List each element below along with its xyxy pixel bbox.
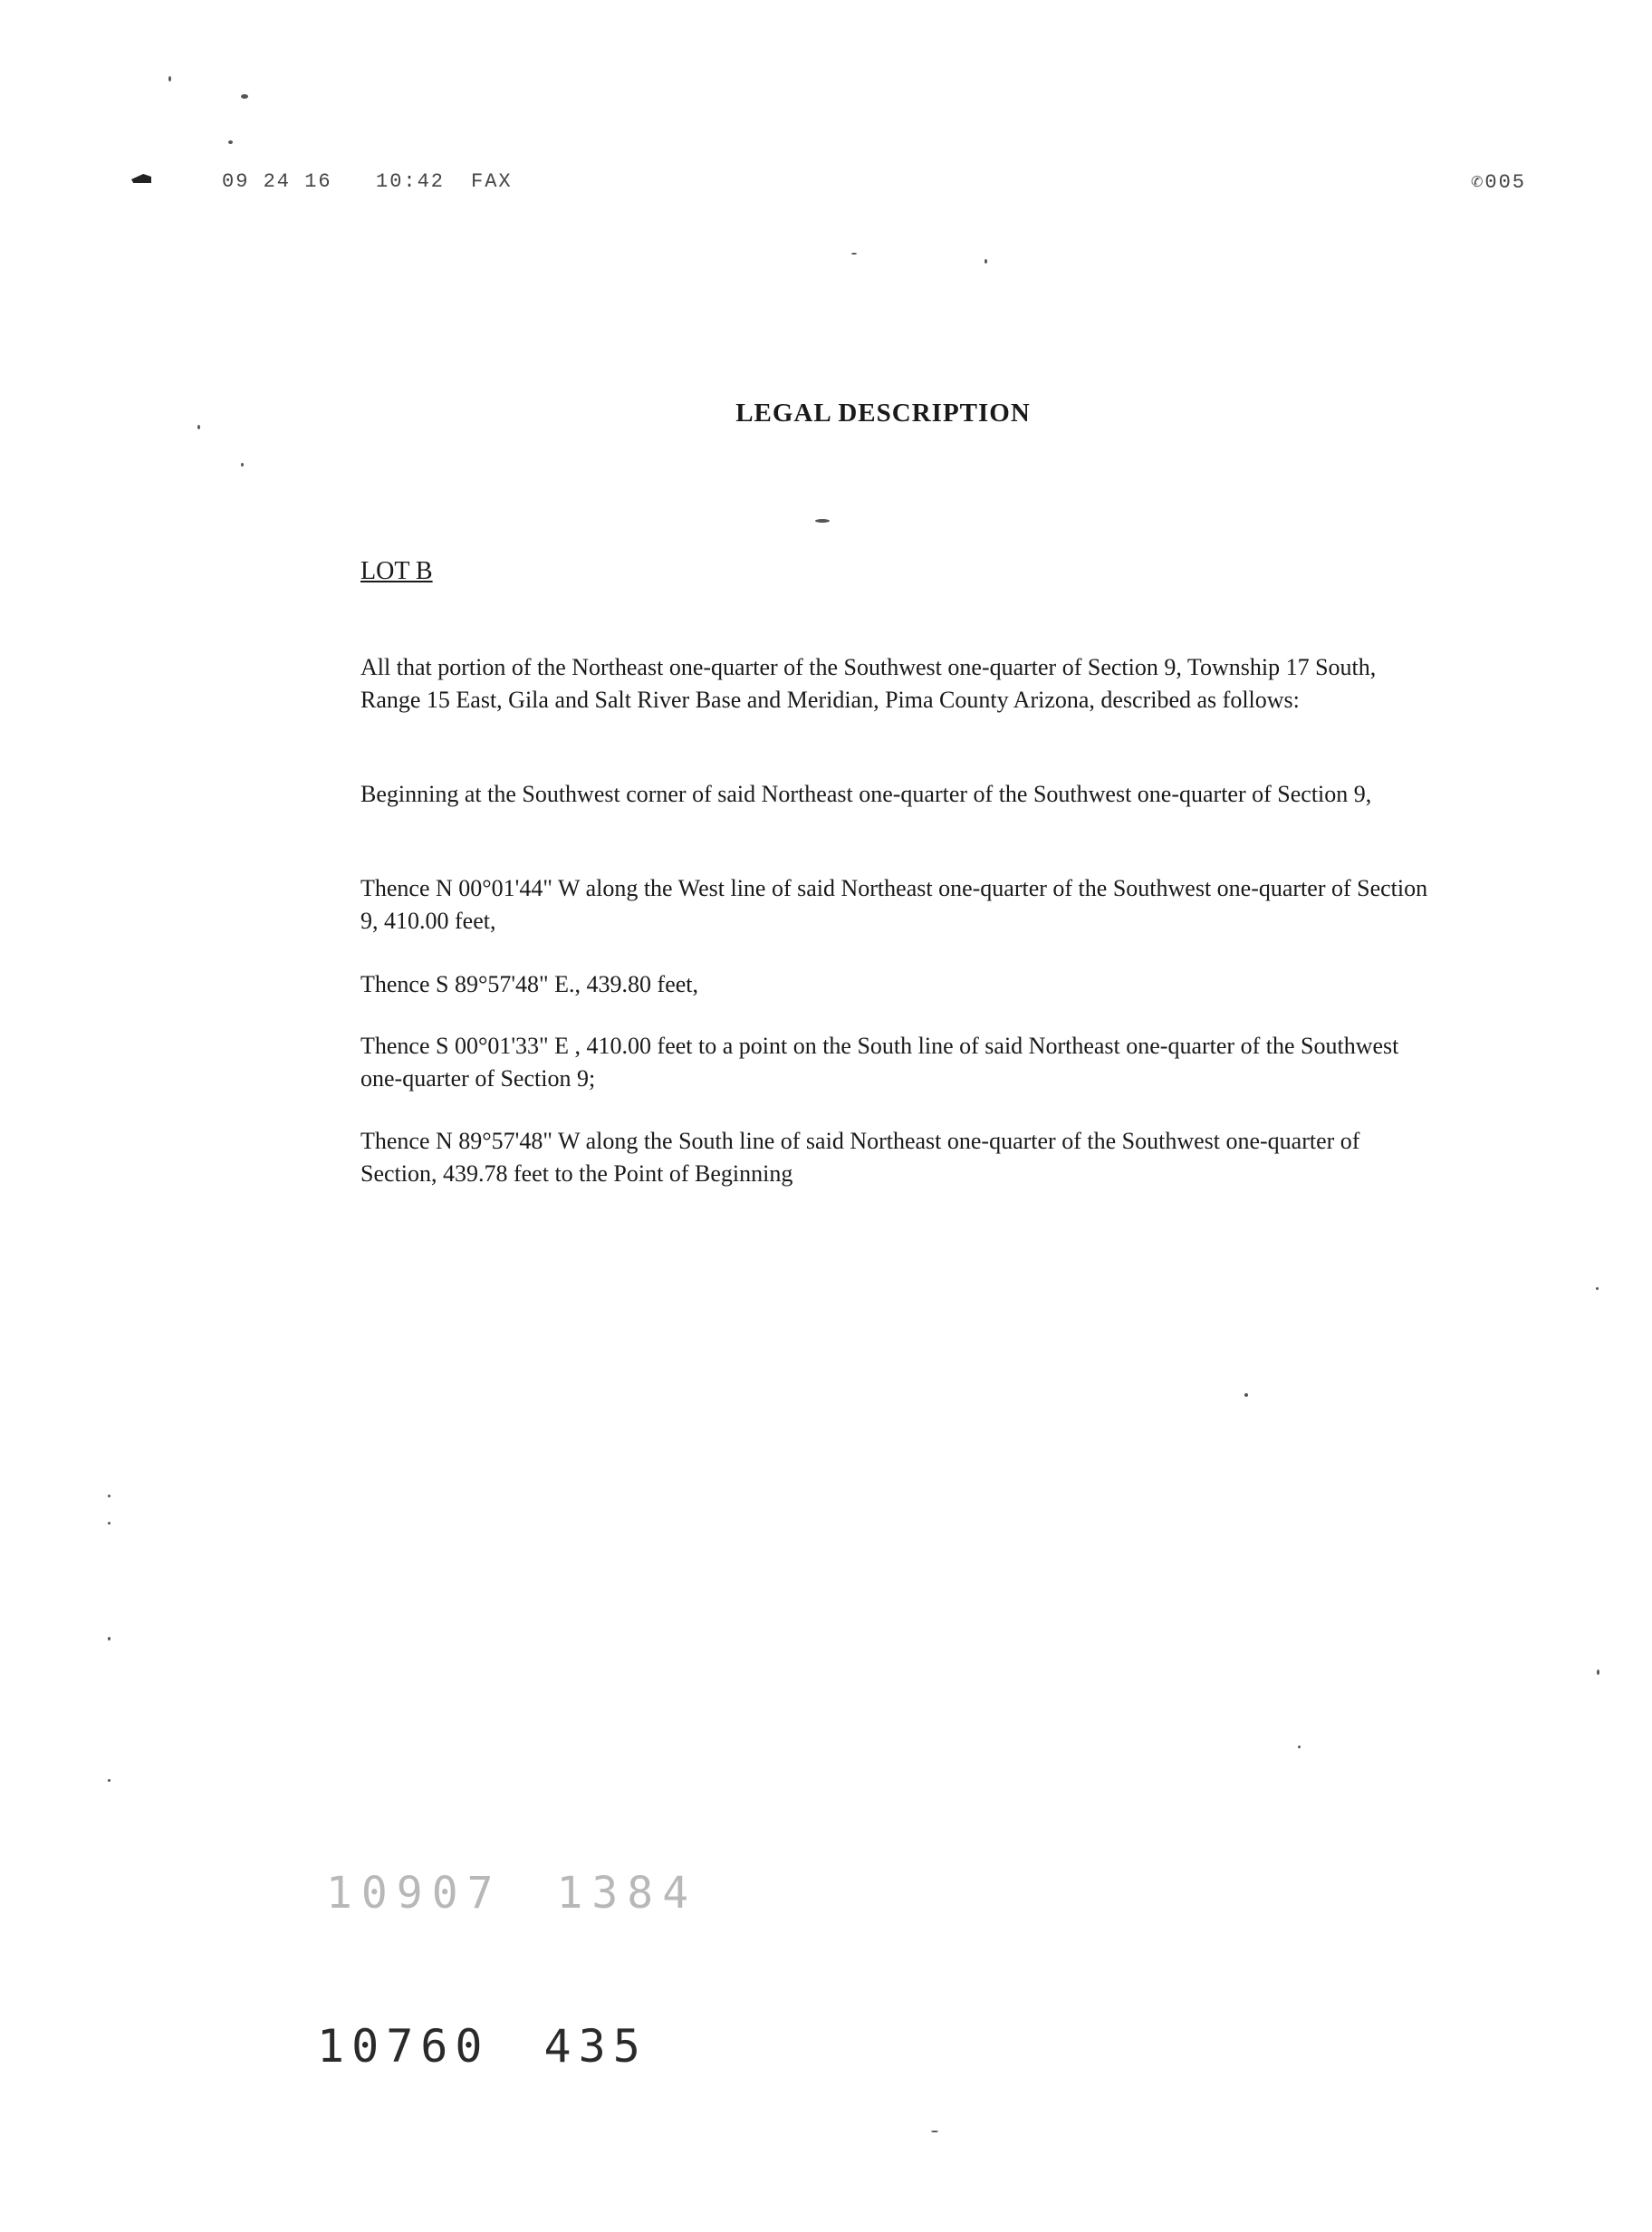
scan-speck bbox=[108, 1495, 110, 1497]
paragraph-course-3: Thence S 00°01'33" E , 410.00 feet to a point on the South line of said Northeast one-quarter of the Southwest one-quarter of Section 9; bbox=[360, 1033, 1399, 1092]
scan-speck bbox=[108, 1779, 110, 1782]
paragraph-course-4: Thence N 89°57'48" W along the South line of said Northeast one-quarter of the Southwest one-quarter of Section, 439.78 feet to the Point of Beginning bbox=[360, 1128, 1360, 1187]
scan-speck bbox=[984, 259, 987, 264]
fax-date: 09 24 16 bbox=[222, 170, 332, 193]
scan-speck bbox=[108, 1522, 110, 1525]
fax-arrow-icon bbox=[131, 174, 151, 183]
recording-stamp bbox=[317, 2020, 702, 2073]
fax-label: FAX bbox=[471, 170, 513, 193]
recording-page: 435 bbox=[543, 2020, 648, 2073]
recording-stamp-faded bbox=[326, 1868, 752, 1919]
scan-speck bbox=[1596, 1287, 1599, 1290]
scan-speck bbox=[1298, 1746, 1301, 1748]
scan-speck bbox=[1597, 1669, 1599, 1675]
document-title: LEGAL DESCRIPTION bbox=[735, 399, 1031, 428]
scan-speck bbox=[228, 140, 233, 144]
recording-docket-faded: 10907 bbox=[326, 1868, 503, 1919]
scan-speck bbox=[168, 76, 171, 82]
fax-page-number: ✆005 bbox=[1471, 171, 1526, 194]
scan-speck bbox=[241, 463, 244, 467]
scan-speck bbox=[931, 2131, 938, 2132]
paragraph-course-1: Thence N 00°01'44" W along the West line of said Northeast one-quarter of the Southwest one-quarter of Section 9, 410.00 feet, bbox=[360, 875, 1428, 934]
fax-time: 10:42 bbox=[376, 170, 446, 193]
recording-page-faded: 1384 bbox=[556, 1868, 698, 1919]
recording-docket: 10760 bbox=[317, 2020, 490, 2073]
paragraph-course-2: Thence S 89°57'48" E., 439.80 feet, bbox=[360, 971, 699, 997]
scan-speck bbox=[241, 94, 248, 99]
paragraph-description: All that portion of the Northeast one-quarter of the Southwest one-quarter of Section 9, Township 17 South, Range 15 East, Gila and Salt River Base and Meridian, Pima County Arizona, described as follows: bbox=[360, 654, 1377, 713]
paragraph-beginning: Beginning at the Southwest corner of said Northeast one-quarter of the Southwest one-quarter of Section 9, bbox=[360, 781, 1372, 807]
scan-speck bbox=[197, 425, 200, 429]
scan-speck bbox=[815, 519, 830, 523]
scan-speck bbox=[1244, 1393, 1248, 1397]
lot-heading: LOT B bbox=[360, 557, 433, 585]
scan-speck bbox=[108, 1637, 110, 1640]
scan-speck bbox=[851, 253, 857, 255]
fax-header bbox=[131, 170, 1526, 207]
